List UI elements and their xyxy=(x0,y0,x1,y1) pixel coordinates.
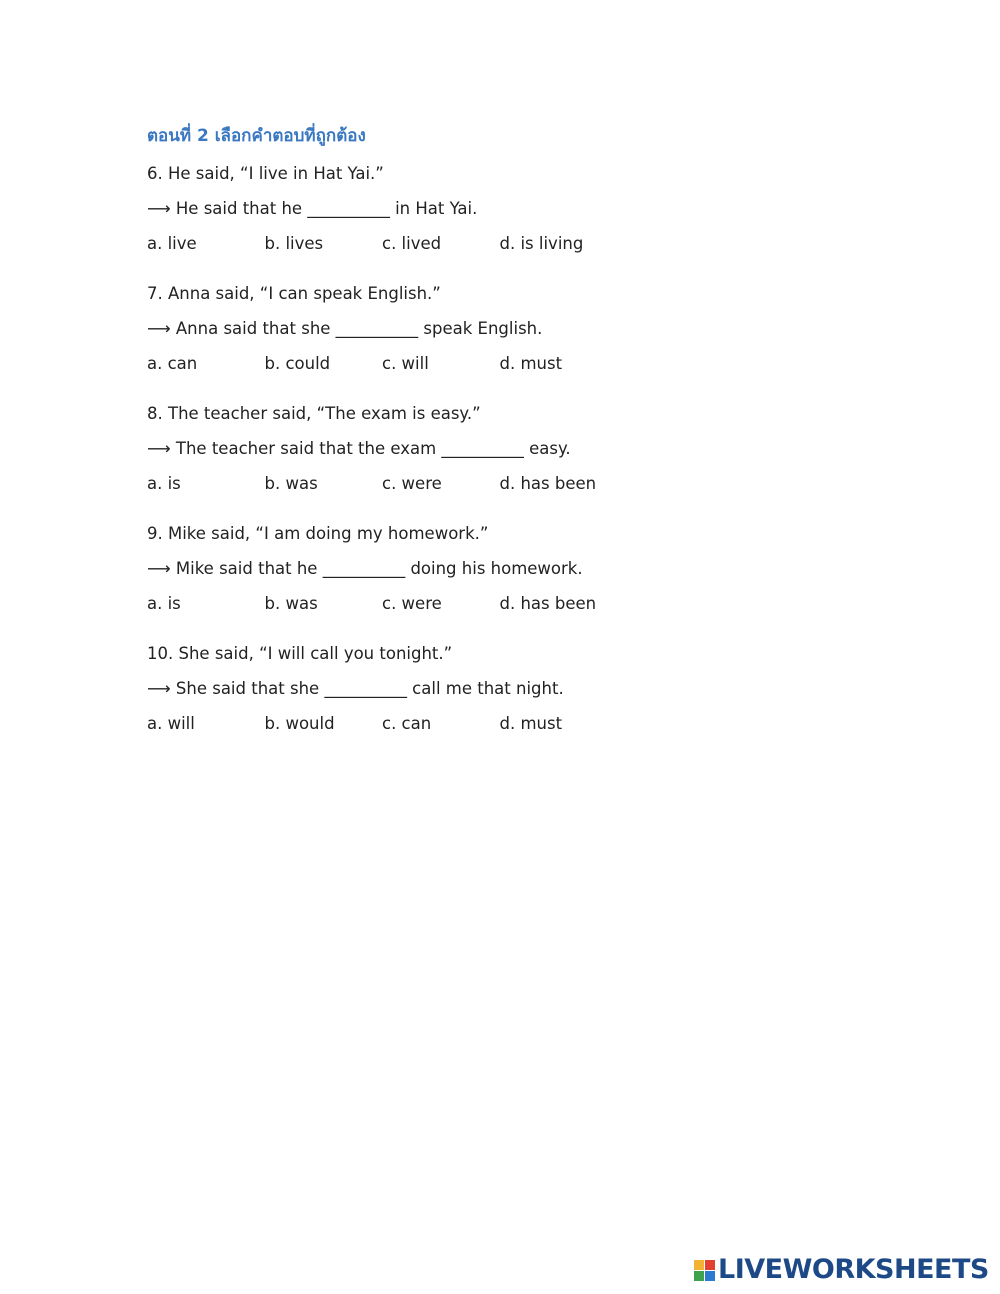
logo-square-icon xyxy=(694,1271,704,1281)
question-prompt: 9. Mike said, “I am doing my homework.” xyxy=(147,524,489,543)
answer-options xyxy=(147,466,847,501)
logo-square-icon xyxy=(705,1260,715,1270)
option-c[interactable]: c. were xyxy=(382,474,442,493)
question-10 xyxy=(147,636,847,741)
question-9 xyxy=(147,516,847,621)
reported-sentence: ⟶ Mike said that he __________ doing his homework. xyxy=(147,559,583,578)
option-a[interactable]: a. is xyxy=(147,474,181,493)
answer-options xyxy=(147,706,847,741)
answer-options xyxy=(147,586,847,621)
logo-text: LIVEWORKSHEETS xyxy=(718,1254,989,1285)
option-a[interactable]: a. is xyxy=(147,594,181,613)
option-a[interactable]: a. live xyxy=(147,234,197,253)
answer-options xyxy=(147,346,847,381)
question-6 xyxy=(147,156,847,261)
reported-sentence: ⟶ He said that he __________ in Hat Yai. xyxy=(147,199,478,218)
question-8 xyxy=(147,396,847,501)
logo-mark-icon xyxy=(694,1260,715,1281)
option-c[interactable]: c. can xyxy=(382,714,432,733)
option-d[interactable]: d. must xyxy=(499,354,563,373)
worksheet xyxy=(147,122,847,756)
option-b[interactable]: b. lives xyxy=(264,234,324,253)
logo-square-icon xyxy=(694,1260,704,1270)
question-prompt: 6. He said, “I live in Hat Yai.” xyxy=(147,164,384,183)
option-d[interactable]: d. has been xyxy=(499,594,597,613)
option-b[interactable]: b. could xyxy=(264,354,331,373)
option-a[interactable]: a. will xyxy=(147,714,195,733)
question-prompt: 10. She said, “I will call you tonight.” xyxy=(147,644,453,663)
option-b[interactable]: b. was xyxy=(264,474,318,493)
section-title: ตอนที่ 2 เลือกคำตอบที่ถูกต้อง xyxy=(147,126,366,146)
answer-options xyxy=(147,226,847,261)
logo-square-icon xyxy=(705,1271,715,1281)
option-c[interactable]: c. lived xyxy=(382,234,442,253)
option-d[interactable]: d. must xyxy=(499,714,563,733)
option-d[interactable]: d. is living xyxy=(499,234,584,253)
option-c[interactable]: c. will xyxy=(382,354,429,373)
reported-sentence: ⟶ The teacher said that the exam __________ easy. xyxy=(147,439,571,458)
question-7 xyxy=(147,276,847,381)
option-c[interactable]: c. were xyxy=(382,594,442,613)
reported-sentence: ⟶ She said that she __________ call me that night. xyxy=(147,679,564,698)
option-b[interactable]: b. would xyxy=(264,714,335,733)
question-prompt: 7. Anna said, “I can speak English.” xyxy=(147,284,441,303)
option-d[interactable]: d. has been xyxy=(499,474,597,493)
option-a[interactable]: a. can xyxy=(147,354,198,373)
reported-sentence: ⟶ Anna said that she __________ speak English. xyxy=(147,319,543,338)
liveworksheets-logo xyxy=(694,1256,989,1284)
option-b[interactable]: b. was xyxy=(264,594,318,613)
question-prompt: 8. The teacher said, “The exam is easy.” xyxy=(147,404,481,423)
